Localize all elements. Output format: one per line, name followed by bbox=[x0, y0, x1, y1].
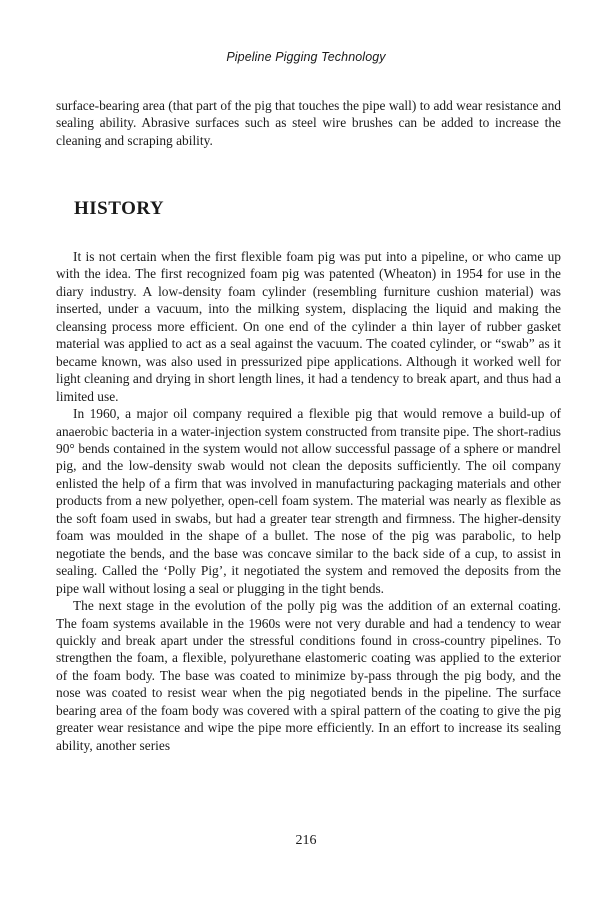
paragraph: The next stage in the evolution of the polly pig was the addition of an external coating. The foam systems available in the 1960s were not very durable and had a tendency to wear quickly and break apart under the stressful conditions found in cross-country pipelines. To strengthen the foam, a flexible, polyurethane elastomeric coating was applied to the exterior of the foam body. The base was coated to minimize by-pass through the pig body, and the nose was coated to resist wear when the pig negotiated bends in the pipeline. The surface bearing area of the foam body was covered with a spiral pattern of the coating to give the pig greater wear resistance and wipe the pipe more efficiently. In an effort to increase its sealing ability, another series bbox=[56, 598, 561, 753]
paragraph: In 1960, a major oil company required a flexible pig that would remove a build-up of anaerobic bacteria in a water-injection system constructed from transite pipe. The short-radius 90° bends contained in the system would not allow successful passage of a sphere or mandrel pig, and the low-density swab would not clean the deposits sufficiently. The oil company enlisted the help of a firm that was involved in manufacturing packaging materials and other products from a new polyether, open-cell foam system. The material was nearly as flexible as the soft foam used in swabs, but had a greater tear strength and firmness. The higher-density foam was moulded in the shape of a bullet. The nose of the pig was parabolic, to help negotiate the bends, and the base was concave similar to the back side of a cup, to assist in sealing. Called the ‘Polly Pig’, it negotiated the system and removed the deposits from the pipe wall without losing a seal or plugging in the tight bends. bbox=[56, 406, 561, 596]
running-head: Pipeline Pigging Technology bbox=[226, 50, 386, 64]
page-number: 216 bbox=[295, 833, 317, 848]
intro-text bbox=[56, 97, 561, 149]
paragraph: It is not certain when the first flexible foam pig was put into a pipeline, or who came up with the idea. The first recognized foam pig was patented (Wheaton) in 1954 for use in the diary industry. A low-density foam cylinder (resembling furniture cushion material) was inserted, under a vacuum, into the milking system, displacing the liquid and making the cleansing process more efficient. On one end of the cylinder a thin layer of rubber gasket material was applied to act as a seal against the vacuum. The coated cylinder, or “swab” as it became known, was also used in pressurized pipe applications. Although it worked well for light cleaning and drying in short length lines, it had a tendency to break apart, and thus had a limited use. bbox=[56, 249, 561, 404]
section-heading: HISTORY bbox=[74, 198, 165, 219]
history-section-body bbox=[56, 248, 561, 754]
paragraph: surface-bearing area (that part of the pig that touches the pipe wall) to add wear resistance and sealing ability. Abrasive surfaces such as steel wire brushes can be added to increase the cleaning and scraping ability. bbox=[56, 98, 561, 148]
